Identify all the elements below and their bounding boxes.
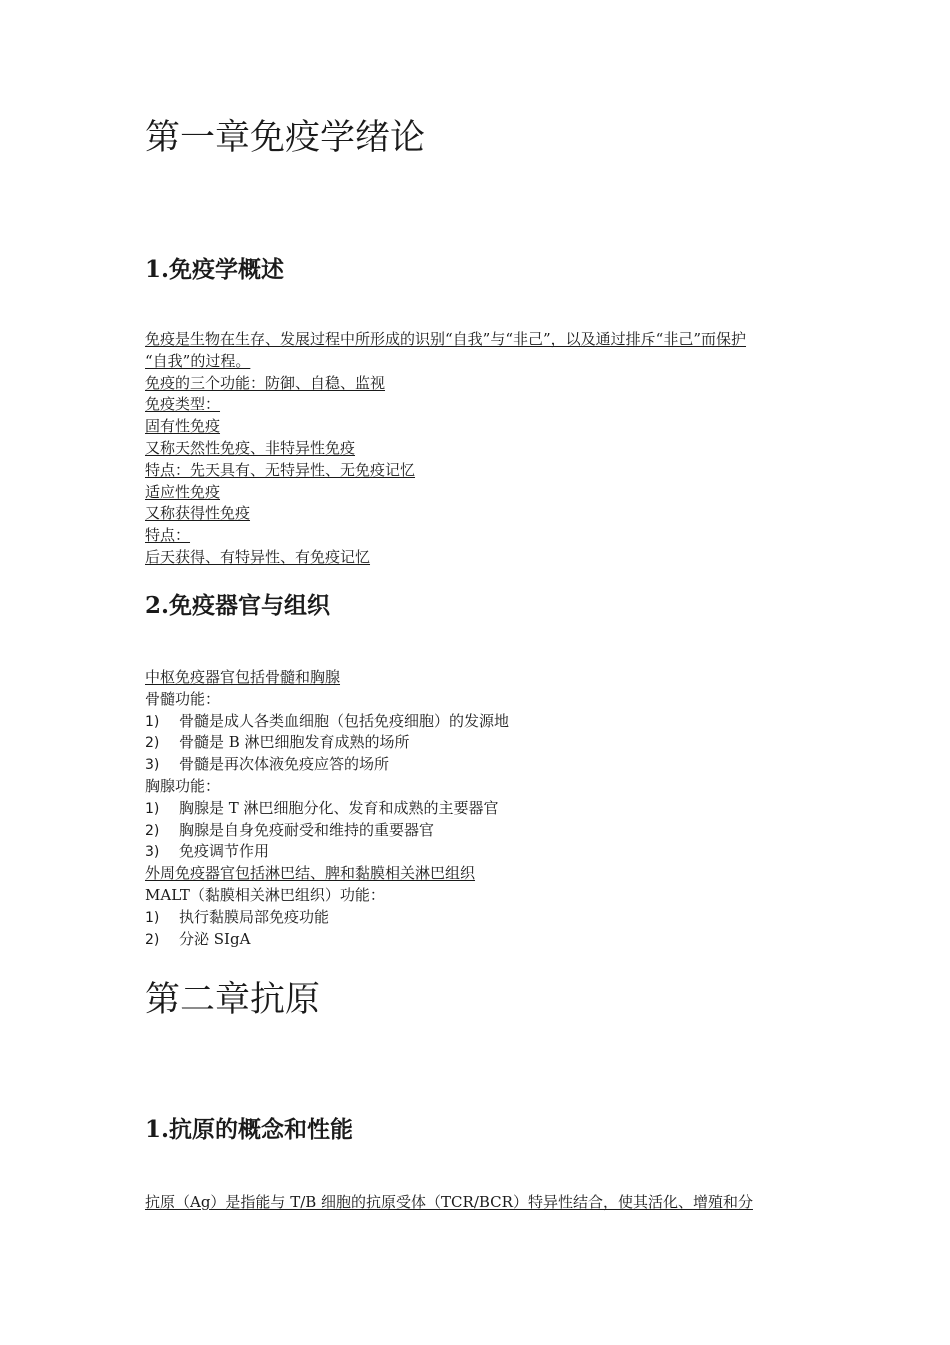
- text-line: “自我”的过程。: [145, 351, 251, 370]
- list-text: 胸腺是 T 淋巴细胞分化、发育和成熟的主要器官: [179, 798, 499, 817]
- list-item: [145, 907, 815, 929]
- text-line: 又称天然性免疫、非特异性免疫: [145, 438, 356, 457]
- text-line: 又称获得性免疫: [145, 504, 251, 523]
- peripheral-organs-line: 外周免疫器官包括淋巴结、脾和黏膜相关淋巴组织: [145, 864, 476, 883]
- malt-label: MALT（黏膜相关淋巴组织）功能：: [145, 885, 385, 904]
- list-item: [145, 798, 815, 820]
- list-text: 分泌 SIgA: [179, 929, 251, 948]
- section-1-2-body: [145, 667, 815, 950]
- list-number: 2): [145, 931, 160, 948]
- list-text: 免疫调节作用: [179, 842, 270, 861]
- list-number: 1): [145, 713, 160, 730]
- list-number: 2): [145, 822, 160, 839]
- list-text: 胸腺是自身免疫耐受和维持的重要器官: [179, 820, 435, 839]
- list-number: 1): [145, 800, 160, 817]
- text-line: 免疫是生物在生存、发展过程中所形成的识别“自我”与“非己”，以及通过排斥“非己”而保护: [145, 330, 747, 348]
- text-line: 免疫的三个功能：防御、自稳、监视: [145, 373, 386, 392]
- text-line: 抗原（Ag）是指能与 T/B 细胞的抗原受体（TCR/BCR）特异性结合，使其活化、增殖和分: [145, 1193, 753, 1211]
- list-text: 执行黏膜局部免疫功能: [179, 907, 330, 926]
- text-line: 特点：先天具有、无特异性、无免疫记忆: [145, 460, 416, 479]
- chapter-2-title: 第二章抗原: [145, 980, 321, 1020]
- list-item: [145, 732, 815, 754]
- text-line: 后天获得、有特异性、有免疫记忆: [145, 547, 371, 566]
- list-item: [145, 841, 815, 863]
- list-item: [145, 929, 815, 951]
- central-organs-line: 中枢免疫器官包括骨髓和胸腺: [145, 668, 341, 686]
- section-1-2-heading: 2.免疫器官与组织: [145, 592, 331, 619]
- section-2-1-heading: 1.抗原的概念和性能: [145, 1116, 354, 1143]
- list-text: 骨髓是再次体液免疫应答的场所: [179, 755, 390, 774]
- list-text: 骨髓是 B 淋巴细胞发育成熟的场所: [179, 733, 410, 752]
- bone-marrow-label: 骨髓功能：: [145, 689, 221, 708]
- thymus-label: 胸腺功能：: [145, 776, 221, 795]
- chapter-1-title: 第一章免疫学绪论: [145, 118, 426, 158]
- text-line: 固有性免疫: [145, 417, 221, 436]
- list-number: 2): [145, 735, 160, 752]
- list-item: [145, 754, 815, 776]
- text-line: 适应性免疫: [145, 482, 221, 501]
- list-text: 骨髓是成人各类血细胞（包括免疫细胞）的发源地: [179, 711, 510, 730]
- list-item: [145, 711, 815, 733]
- list-number: 3): [145, 844, 160, 861]
- list-number: 3): [145, 757, 160, 774]
- section-1-1-heading: 1.免疫学概述: [145, 256, 285, 283]
- section-2-1-body: [145, 1192, 815, 1214]
- section-1-1-body: [145, 329, 815, 569]
- text-line: 免疫类型：: [145, 395, 221, 414]
- list-number: 1): [145, 909, 160, 926]
- text-line: 特点：: [145, 526, 191, 545]
- list-item: [145, 820, 815, 842]
